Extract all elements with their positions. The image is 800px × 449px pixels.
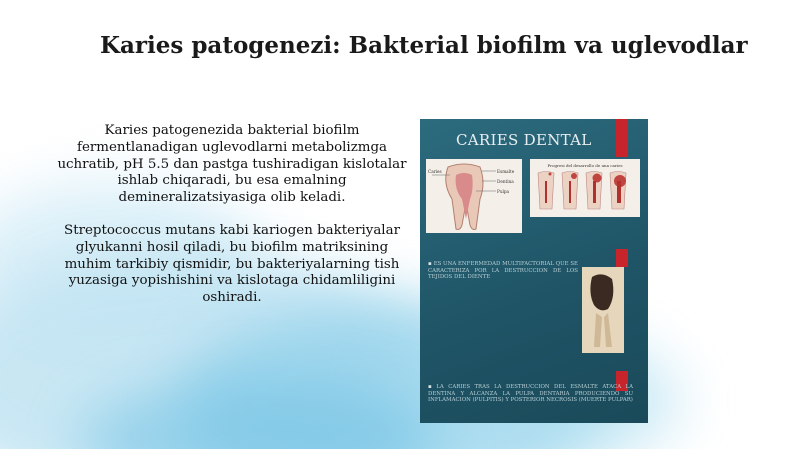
body-text	[52, 123, 412, 323]
tooth-cavity-photo	[582, 267, 624, 353]
tooth-anatomy-diagram	[426, 159, 522, 233]
bullet-icon: ▪	[428, 384, 435, 390]
label-dentina: Dentina	[497, 179, 514, 184]
caries-slide-image	[420, 119, 648, 423]
red-tab	[616, 249, 628, 267]
bullet-icon: ▪	[428, 261, 432, 267]
slide-text-1	[428, 261, 578, 281]
label-esmalte: Esmalte	[497, 169, 515, 174]
label-pulpa: Pulpa	[497, 189, 510, 194]
paragraph-1: Karies patogenezida bakterial biofilm fermentlanadigan uglevodlarni metabolizmga uchratib, pH 5.5 dan pastga tushiradigan kislotalar ishlab chiqaradi, bu esa emalning demineralizatsiyasiga olib keladi.	[57, 123, 407, 206]
label-caries: Caries	[428, 169, 442, 174]
slide-text-1-content: ES UNA ENFERMEDAD MULTIFACTORIAL QUE SE CARACTERIZA POR LA DESTRUCCION DE LOS TEJIDOS DEL DIENTE	[428, 261, 578, 281]
caries-progression-diagram	[530, 159, 640, 217]
slide-text-2	[428, 384, 633, 404]
slide-title: Karies patogenezi: Bakterial biofilm va uglevodlar	[100, 32, 748, 59]
slide-text-2-content: LA CARIES TRAS LA DESTRUCCION DEL ESMALTE ATACA LA DENTINA Y ALCANZA LA PULPA DENTARIA PRODUCIENDO SU INFLAMACION (PULPITIS) Y POSTERIOR NECROSIS (MUERTE PULPAR)	[428, 384, 634, 404]
progression-caption: Progresi del desarrollo de una caries	[547, 163, 623, 168]
red-tab	[616, 119, 628, 157]
paragraph-2: Streptococcus mutans kabi kariogen bakteriyalar glyukanni hosil qiladi, bu biofilm matriksining muhim tarkibiy qismidir, bu bakteriyalarning tish yuzasiga yopishishini va kislotaga chidamliligini oshiradi.	[64, 222, 400, 306]
embedded-slide-title: CARIES DENTAL	[456, 131, 592, 149]
